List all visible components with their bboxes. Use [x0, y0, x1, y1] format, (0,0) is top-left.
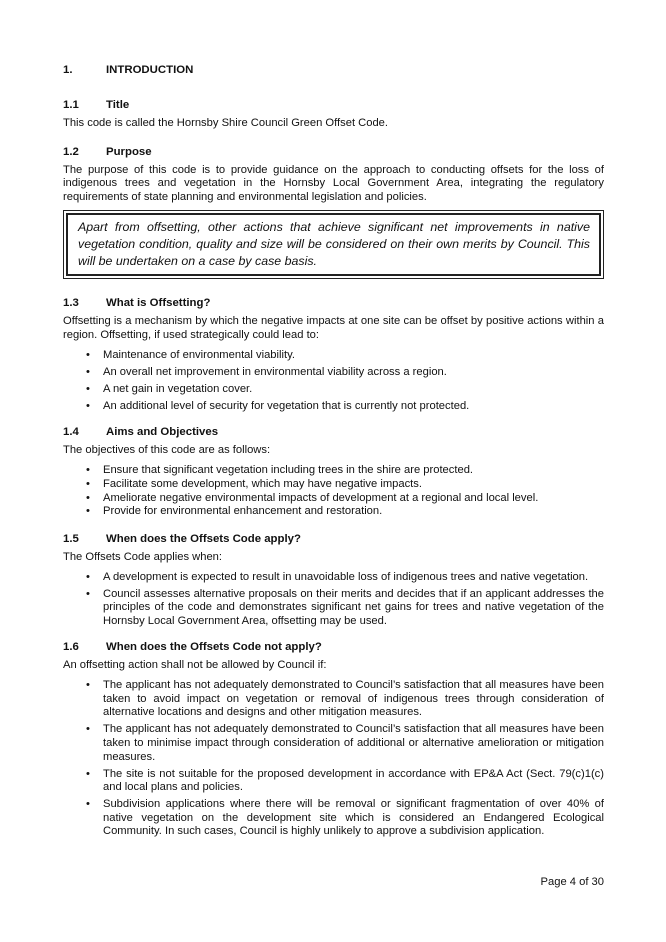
section-title: Aims and Objectives [106, 426, 219, 439]
callout-text: Apart from offsetting, other actions that achieve significant net improvements in native vegetation condition, quality and size will be considered on their own merits by Council. This will be undertaken on a case by case basis. [66, 213, 601, 276]
bullet-icon: • [86, 798, 90, 811]
list-item: • Subdivision applications where there will be removal or significant fragmentation of over 40% of native vegetation on the development site which is considered an Endangered Ecological Community. In such cases, Council is highly unlikely to approve a subdivision application. [86, 798, 604, 838]
section-heading-code-not-applies [63, 640, 604, 654]
bullet-icon: • [86, 491, 90, 504]
section-title: When does the Offsets Code not apply? [106, 641, 322, 654]
objectives-list [63, 464, 604, 519]
list-item: • The applicant has not adequately demonstrated to Council’s satisfaction that all measures have been taken to avoid impact on vegetation or removal of indigenous trees through consideration of alternative locations and designs and other mitigation measures. [86, 679, 604, 719]
section-heading-aims-objectives [63, 425, 604, 439]
offsetting-paragraph: Offsetting is a mechanism by which the negative impacts at one site can be offset by positive actions within a region. Offsetting, if used strategically could lead to: [63, 315, 604, 341]
section-number: 1.1 [63, 99, 79, 111]
list-item: • The applicant has not adequately demonstrated to Council’s satisfaction that all measures have been taken to minimise impact through consideration of additional or alternative amelioration or mitigation measures. [86, 723, 604, 763]
section-heading-purpose [63, 145, 604, 159]
bullet-icon: • [86, 348, 90, 361]
section-number: 1.6 [63, 641, 79, 654]
title-paragraph: This code is called the Hornsby Shire Council Green Offset Code. [63, 117, 389, 129]
section-heading-code-applies [63, 532, 604, 546]
bullet-icon: • [86, 505, 90, 518]
section-title: Title [106, 99, 130, 111]
list-item: • An additional level of security for vegetation that is currently not protected. [86, 399, 470, 412]
bullet-icon: • [86, 399, 90, 412]
section-number: 1.4 [63, 426, 79, 439]
bullet-icon: • [86, 477, 90, 490]
list-item: • Ensure that significant vegetation including trees in the shire are protected. [86, 464, 474, 477]
list-item: • Ameliorate negative environmental impacts of development at a regional and local level. [86, 491, 539, 504]
page-number: Page 4 of 30 [540, 876, 604, 888]
bullet-icon: • [86, 382, 90, 395]
list-item: • An overall net improvement in environmental viability across a region. [86, 365, 447, 378]
objectives-paragraph: The objectives of this code are as follows: [63, 444, 271, 457]
section-title: Purpose [106, 145, 152, 158]
section-heading-introduction [63, 63, 604, 77]
section-heading-title [63, 98, 604, 112]
bullet-icon: • [86, 679, 90, 692]
section-title: What is Offsetting? [106, 297, 211, 310]
purpose-paragraph: The purpose of this code is to provide guidance on the approach to conducting offsets for the loss of indigenous trees and vegetation in the Hornsby Local Government Area, integrating the regulatory requirements of state planning and environmental legislation and policies. [63, 163, 604, 203]
page-content [63, 63, 604, 843]
not-applies-list [63, 679, 604, 839]
list-item: • A net gain in vegetation cover. [86, 382, 253, 395]
section-heading-what-is-offsetting [63, 296, 604, 310]
section-title: When does the Offsets Code apply? [106, 532, 301, 545]
section-number: 1. [63, 64, 73, 76]
list-item: • Facilitate some development, which may have negative impacts. [86, 477, 422, 490]
applies-paragraph: The Offsets Code applies when: [63, 550, 222, 563]
offsetting-list [63, 349, 604, 414]
section-title: INTRODUCTION [106, 64, 194, 76]
bullet-icon: • [86, 365, 90, 378]
section-number: 1.3 [63, 297, 79, 310]
bullet-icon: • [86, 723, 90, 736]
section-number: 1.5 [63, 532, 79, 545]
list-item: • Maintenance of environmental viability. [86, 348, 295, 361]
section-number: 1.2 [63, 145, 79, 158]
bullet-icon: • [86, 570, 90, 583]
bullet-icon: • [86, 587, 90, 600]
not-applies-paragraph: An offsetting action shall not be allowed by Council if: [63, 659, 327, 672]
callout-box [63, 210, 604, 279]
bullet-icon: • [86, 767, 90, 780]
list-item: • Provide for environmental enhancement and restoration. [86, 505, 383, 518]
applies-list [63, 571, 604, 629]
list-item: • A development is expected to result in unavoidable loss of indigenous trees and native vegetation. [86, 570, 589, 583]
list-item: • Council assesses alternative proposals on their merits and decides that if an applicant addresses the principles of the code and demonstrates significant net gains for trees and native vegetation of the Hornsby Local Government Area, offsetting may be used. [86, 587, 604, 627]
list-item: • The site is not suitable for the proposed development in accordance with EP&A Act (Sect. 79(c)1(c) and local plans and policies. [86, 767, 604, 794]
bullet-icon: • [86, 464, 90, 477]
